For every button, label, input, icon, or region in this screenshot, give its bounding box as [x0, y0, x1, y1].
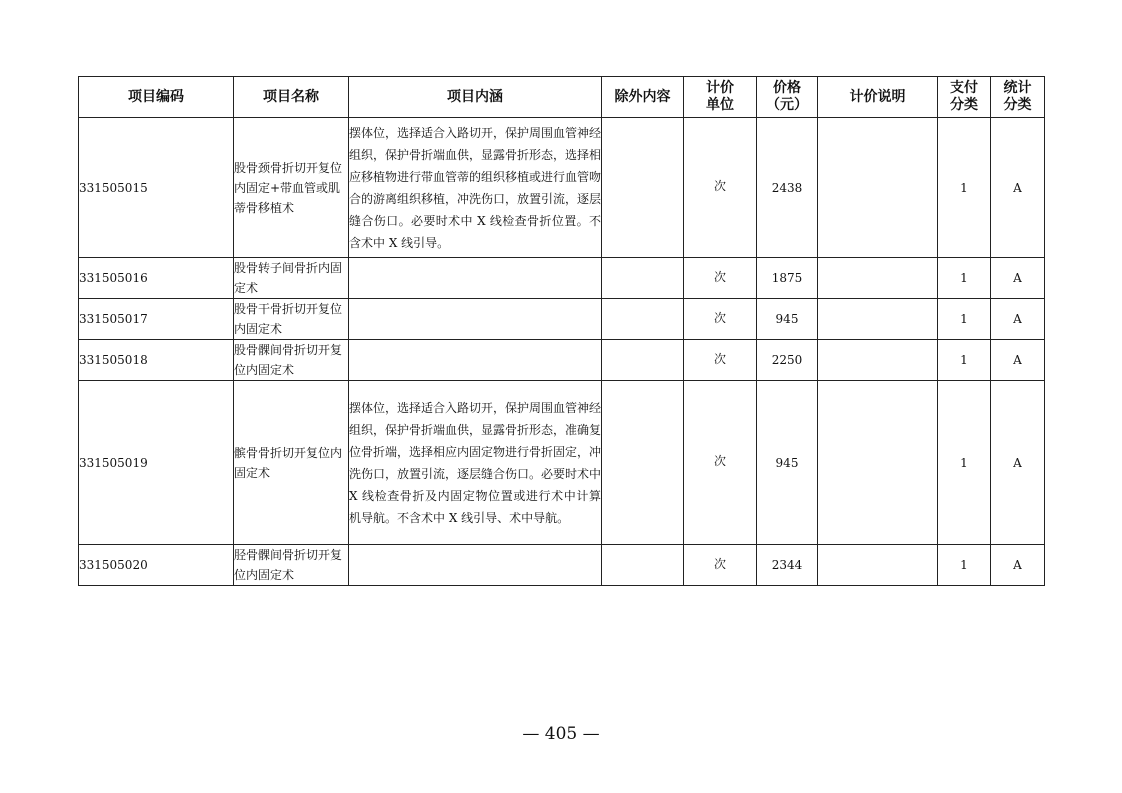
header-content: 项目内涵: [349, 77, 602, 118]
cell-price: 2438: [757, 118, 818, 258]
cell-content: 摆体位，选择适合入路切开，保护周围血管神经组织，保护骨折端血供，显露骨折形态，准确复位骨折端，选择相应内固定物进行骨折固定，冲洗伤口，放置引流，逐层缝合伤口。必要时术中 X 线检查骨折及内固定物位置或进行术中计算机导航。不含术中 X 线引导、术中导航。: [349, 381, 602, 545]
cell-payment-class: 1: [938, 381, 991, 545]
header-unit-line2: 单位: [706, 97, 734, 113]
cell-price: 945: [757, 381, 818, 545]
cell-unit-text: 次: [713, 179, 726, 193]
fee-schedule-table: [78, 76, 1045, 586]
cell-unit: [684, 258, 757, 299]
cell-code: 331505016: [79, 258, 234, 299]
cell-pricing-note: [818, 381, 938, 545]
cell-stat-class: A: [991, 299, 1045, 340]
cell-unit-text: 次: [713, 269, 726, 284]
table-row: [79, 381, 1045, 545]
cell-price: 945: [757, 299, 818, 340]
header-payment-line2: 分类: [950, 97, 978, 113]
cell-content: [349, 545, 602, 586]
table-row: [79, 340, 1045, 381]
cell-name: 股骨干骨折切开复位内固定术: [234, 299, 349, 340]
cell-stat-class: A: [991, 381, 1045, 545]
cell-content: 摆体位，选择适合入路切开，保护周围血管神经组织，保护骨折端血供，显露骨折形态，选择相应移植物进行带血管蒂的组织移植或进行血管吻合的游离组织移植，冲洗伤口，放置引流，逐层缝合伤口。必要时术中 X 线检查骨折位置。不含术中 X 线引导。: [349, 118, 602, 258]
cell-exclusions: [602, 299, 684, 340]
table-row: [79, 299, 1045, 340]
cell-name: 股骨颈骨折切开复位内固定+带血管或肌蒂骨移植术: [234, 118, 349, 258]
header-code: 项目编码: [79, 77, 234, 118]
header-price: [757, 77, 818, 118]
cell-code: 331505019: [79, 381, 234, 545]
cell-payment-class: 1: [938, 258, 991, 299]
header-unit-line1: 计价: [706, 80, 734, 96]
header-unit: [684, 77, 757, 118]
header-row: [79, 77, 1045, 118]
cell-exclusions: [602, 381, 684, 545]
cell-exclusions: [602, 118, 684, 258]
cell-payment-class: 1: [938, 118, 991, 258]
cell-unit: [684, 545, 757, 586]
cell-price: 2250: [757, 340, 818, 381]
table-row: [79, 118, 1045, 258]
cell-code: 331505017: [79, 299, 234, 340]
cell-price: 1875: [757, 258, 818, 299]
table-row: [79, 545, 1045, 586]
cell-unit-text: 次: [713, 556, 726, 571]
cell-pricing-note: [818, 299, 938, 340]
cell-stat-class: A: [991, 258, 1045, 299]
header-name: 项目名称: [234, 77, 349, 118]
cell-unit-text: 次: [713, 454, 726, 468]
cell-unit-text: 次: [713, 310, 726, 325]
cell-price: 2344: [757, 545, 818, 586]
cell-payment-class: 1: [938, 299, 991, 340]
header-stat-line2: 分类: [1003, 97, 1032, 113]
header-payment-class: [938, 77, 991, 118]
cell-payment-class: 1: [938, 340, 991, 381]
cell-pricing-note: [818, 545, 938, 586]
header-price-line2: （元）: [766, 97, 808, 113]
cell-code: 331505020: [79, 545, 234, 586]
cell-unit: [684, 340, 757, 381]
page-number: — 405 —: [522, 724, 600, 744]
cell-code: 331505018: [79, 340, 234, 381]
cell-exclusions: [602, 545, 684, 586]
cell-content: [349, 299, 602, 340]
cell-unit: [684, 118, 757, 258]
cell-exclusions: [602, 340, 684, 381]
cell-code: 331505015: [79, 118, 234, 258]
header-stat-line1: 统计: [1003, 80, 1032, 96]
cell-content: [349, 340, 602, 381]
cell-name: 胫骨髁间骨折切开复位内固定术: [234, 545, 349, 586]
cell-unit: [684, 381, 757, 545]
cell-unit: [684, 299, 757, 340]
cell-stat-class: A: [991, 118, 1045, 258]
cell-pricing-note: [818, 118, 938, 258]
header-exclusions: 除外内容: [602, 77, 684, 118]
cell-name: 股骨转子间骨折内固定术: [234, 258, 349, 299]
cell-name: 股骨髁间骨折切开复位内固定术: [234, 340, 349, 381]
header-price-line1: 价格: [773, 80, 801, 96]
header-payment-line1: 支付: [950, 80, 978, 96]
cell-content: [349, 258, 602, 299]
cell-exclusions: [602, 258, 684, 299]
table-row: [79, 258, 1045, 299]
header-pricing-note: 计价说明: [818, 77, 938, 118]
cell-payment-class: 1: [938, 545, 991, 586]
cell-stat-class: A: [991, 340, 1045, 381]
cell-unit-text: 次: [713, 351, 726, 366]
cell-stat-class: A: [991, 545, 1045, 586]
cell-pricing-note: [818, 340, 938, 381]
header-stat-class: [991, 77, 1045, 118]
cell-name: 髌骨骨折切开复位内固定术: [234, 381, 349, 545]
cell-pricing-note: [818, 258, 938, 299]
